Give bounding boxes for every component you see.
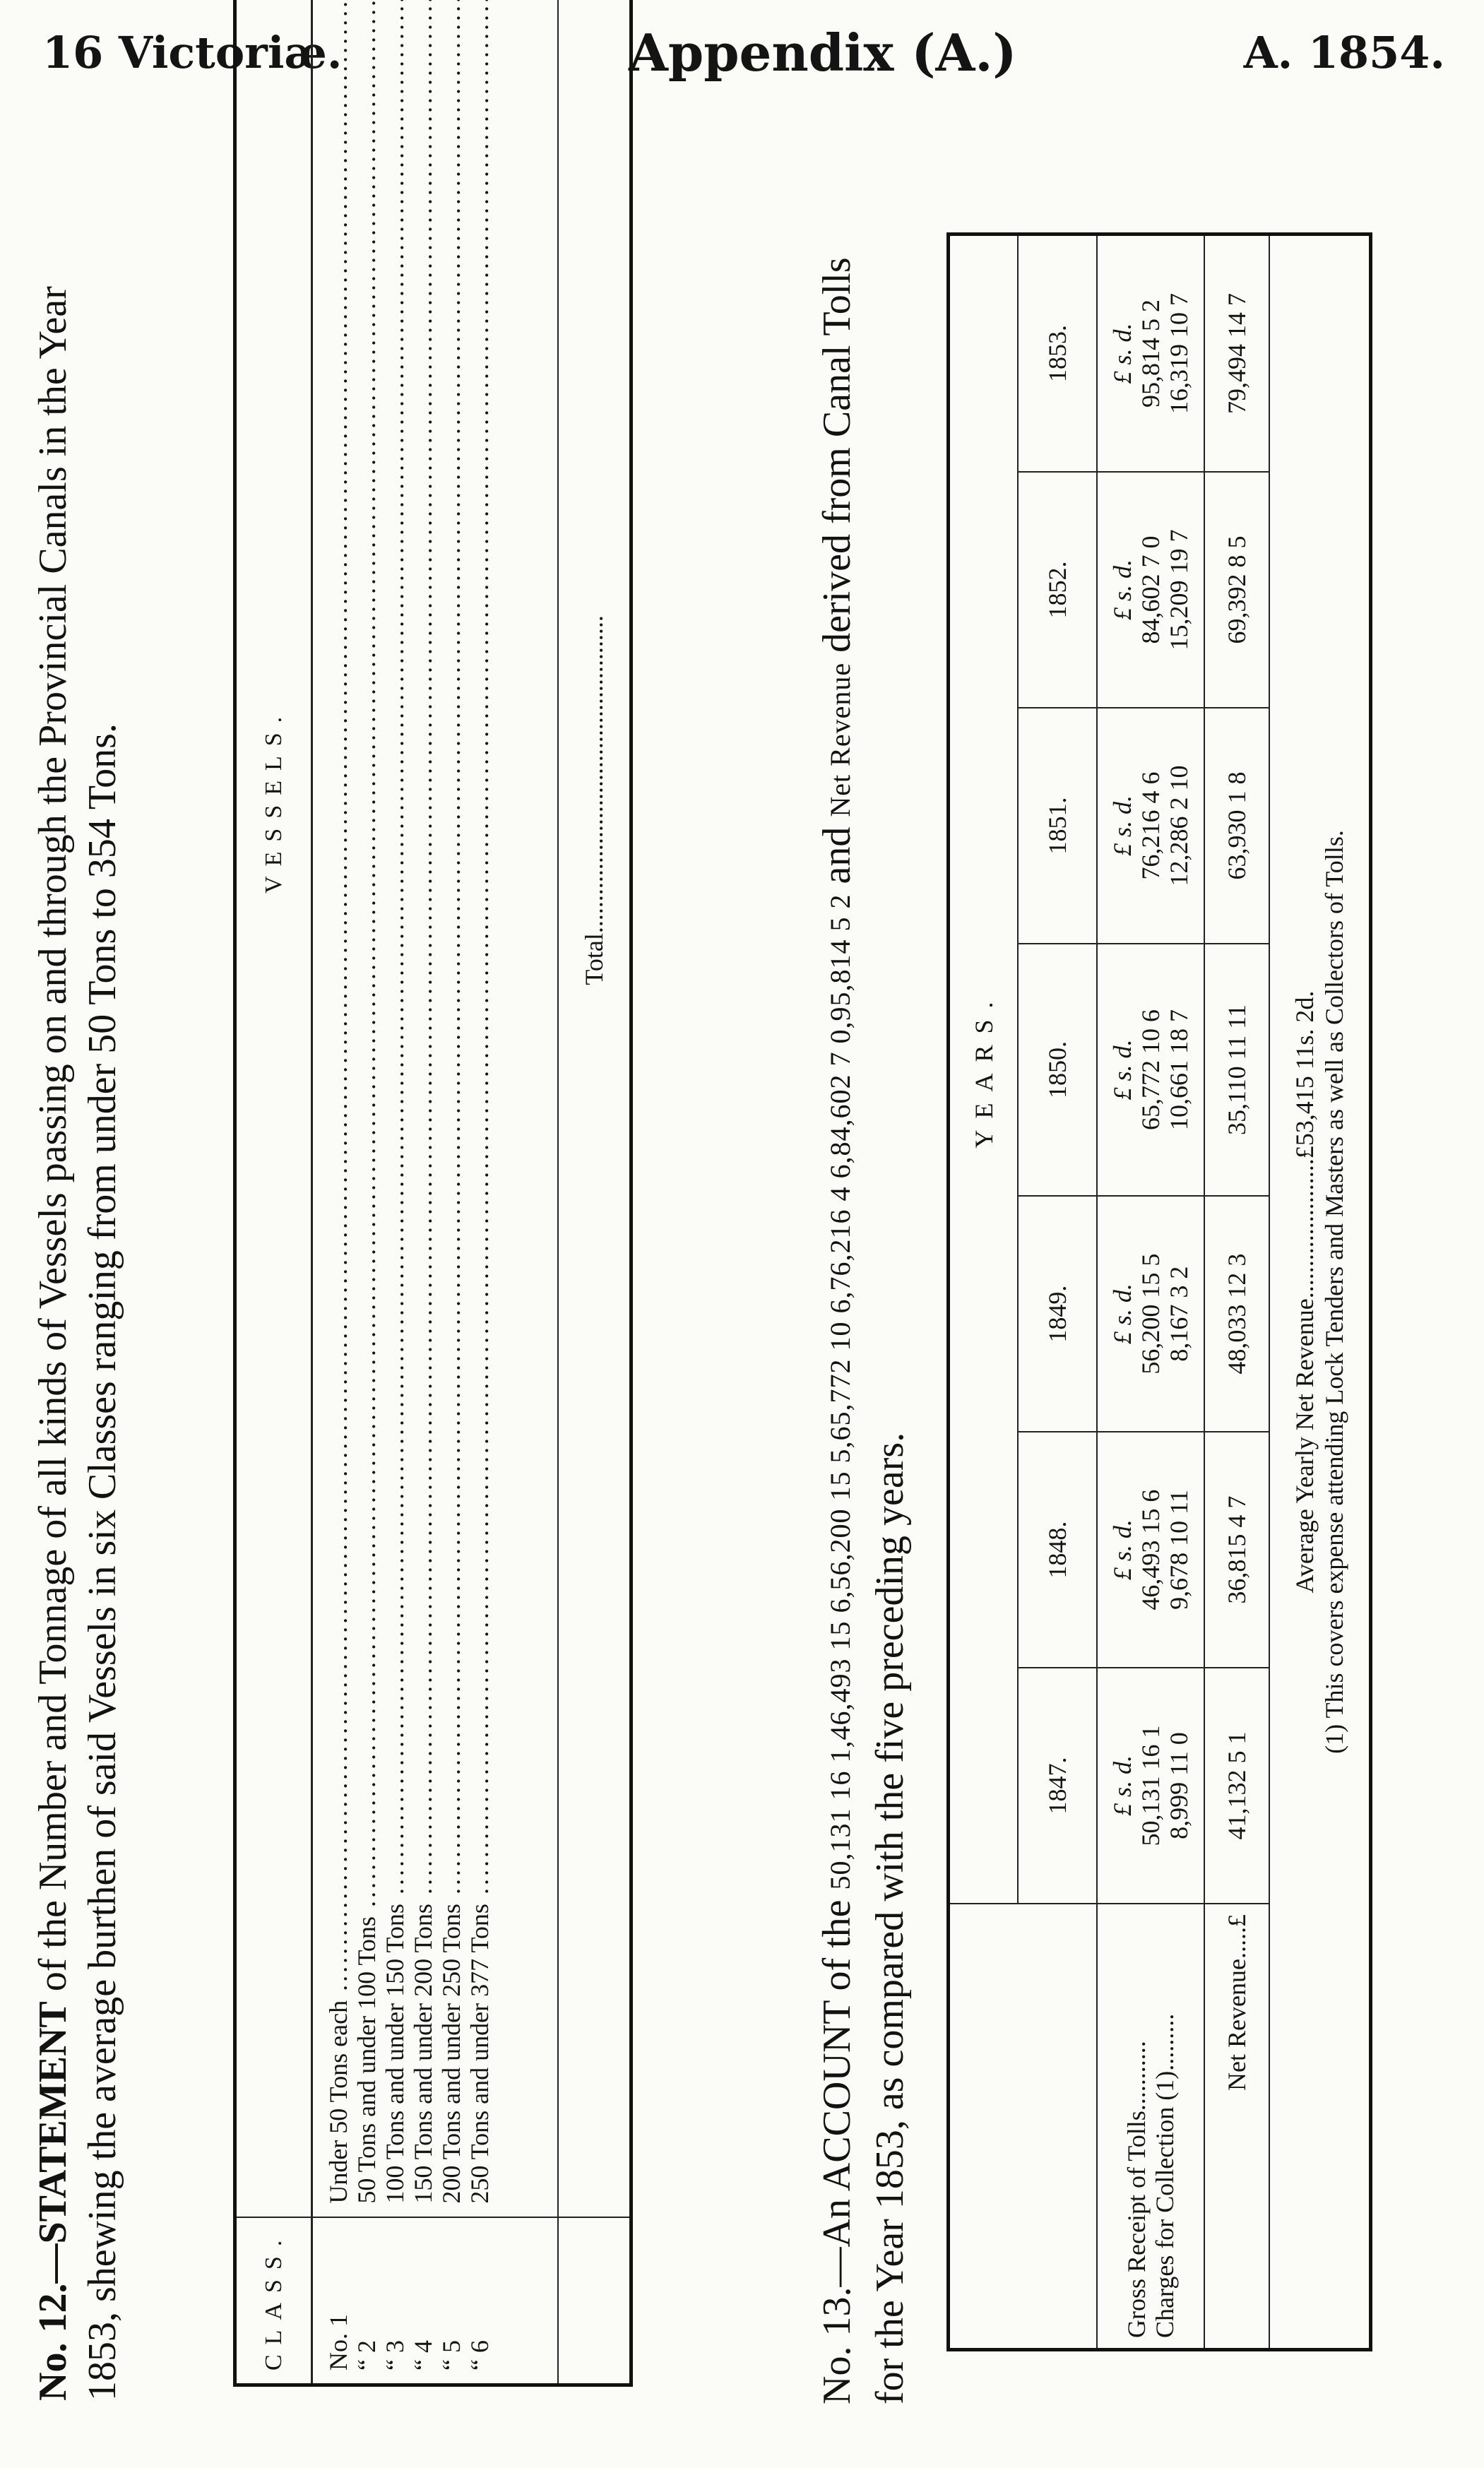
year-header: 1849. — [1018, 1196, 1097, 1432]
year-values-1847 — [1097, 1668, 1204, 1904]
year-values-1851 — [1097, 708, 1204, 944]
class-cell: “ 5 — [437, 2340, 465, 2371]
currency-header: £ s. d. — [1108, 1519, 1136, 1581]
net-value: 63,930 1 8 — [1204, 708, 1269, 944]
total-row — [558, 0, 631, 2385]
statement-12-lead: No. 12.—STATEMENT — [31, 2001, 75, 2401]
tolls-account-table — [946, 232, 1372, 2351]
table-header-row — [235, 0, 312, 2385]
vessel-cell: 100 Tons and under 150 Tons — [381, 1904, 409, 2204]
vessel-cell: 150 Tons and under 200 Tons — [409, 1904, 437, 2204]
account-13-title-text: of the — [815, 1889, 859, 2001]
vessel-cell: 250 Tons and under 377 Tons — [465, 1904, 494, 2204]
net-value: 69,392 8 5 — [1204, 472, 1269, 708]
gross-value: 84,602 7 0 — [1136, 535, 1165, 644]
year-header: 1852. — [1018, 472, 1097, 708]
col-vessels-header: VESSELS. — [235, 0, 312, 2217]
leader-dots: ........... — [1122, 2041, 1151, 2111]
receipts-row — [1097, 235, 1204, 2350]
statement-12-title — [28, 239, 127, 2401]
currency-header: £ s. d. — [1108, 1283, 1136, 1345]
gross-receipt-label: Gross Receipt of Tolls — [1122, 2111, 1151, 2338]
net-value: 36,815 4 7 — [1204, 1432, 1269, 1668]
average-net-revenue: Average Yearly Net Revenue......................£53,415 11s. 2d. — [1290, 990, 1319, 1594]
total-empty-cell — [558, 2217, 631, 2385]
charges-value: 15,209 19 7 — [1165, 529, 1193, 651]
charges-value: 9,678 10 11 — [1165, 1490, 1193, 1610]
year-values-1848 — [1097, 1432, 1204, 1668]
gross-value: 46,493 15 6 — [1136, 1489, 1165, 1610]
year-header: 1850. — [1018, 944, 1097, 1196]
net-value: 41,132 5 1 — [1204, 1668, 1269, 1904]
footnote: (1) This covers expense attending Lock Tenders and Masters as well as Collectors of Tolls. — [1320, 830, 1348, 1754]
gross-value: 65,772 10 6 — [1136, 1009, 1165, 1131]
class-cell: “ 4 — [409, 2340, 437, 2371]
gross-value: 56,200 15 5 — [1136, 1253, 1165, 1375]
leader-dots — [352, 0, 381, 1916]
currency-header: £ s. d. — [1108, 1039, 1136, 1100]
account-13-lead: No. 13.—An ACCOUNT — [815, 2000, 859, 2404]
year-header: 1848. — [1018, 1432, 1097, 1668]
currency-header: £ s. d. — [1108, 795, 1136, 856]
running-head-center: Appendix (A.) — [629, 23, 1017, 83]
charges-label: Charges for Collection (1) — [1151, 2070, 1179, 2338]
net-value: 48,033 12 3 — [1204, 1196, 1269, 1432]
currency-header: £ s. d. — [1108, 323, 1136, 384]
leader-dots — [465, 0, 494, 1904]
net-revenue-words: Net Revenue — [824, 662, 856, 817]
label-header-cell — [949, 1904, 1098, 2350]
running-head-right: A. 1854. — [1243, 27, 1445, 78]
leader-dots — [324, 0, 352, 2000]
charges-value: 8,999 11 0 — [1165, 1732, 1193, 1839]
year-values-1849 — [1097, 1196, 1204, 1432]
footer-cell — [1269, 235, 1371, 2350]
leader-dots — [409, 0, 437, 1904]
net-value: 79,494 14 7 — [1204, 235, 1269, 473]
vessel-cell: 50 Tons and under 100 Tons — [352, 1916, 381, 2204]
leader-dots — [381, 0, 409, 1904]
leader-dots — [437, 0, 465, 1904]
vessel-cell: Under 50 Tons each — [324, 2000, 352, 2204]
statement-12-title-text: of the Number and Tonnage of all kinds of Vessels passing on and through the Provincial Canals in the Year 1853, shewing the average burthen of said Vessels in six Classes ranging from under 50 Tons to 354 Tons. — [31, 286, 124, 2401]
leader-dots: .................................................. — [580, 615, 608, 934]
total-label-cell — [558, 0, 631, 2217]
gross-value: 76,216 4 6 — [1136, 771, 1165, 880]
running-head-left: 16 Victoriæ. — [42, 27, 343, 78]
charges-value: 10,661 18 7 — [1165, 1009, 1193, 1131]
class-cell: No. 1 — [324, 2314, 352, 2371]
class-cell: “ 3 — [381, 2340, 409, 2371]
year-values-1853 — [1097, 235, 1204, 473]
account-13-title-text: and — [815, 817, 859, 894]
year-values-1850 — [1097, 944, 1204, 1196]
vessel-cell: 200 Tons and under 250 Tons — [437, 1904, 465, 2204]
gross-word: 50,131 16 1,46,493 15 6,56,200 15 5,65,772 10 6,76,216 4 6,84,602 7 0,95,814 5 2 — [824, 894, 856, 1890]
rotated-page-body — [0, 137, 1484, 2468]
gross-value: 95,814 5 2 — [1136, 299, 1165, 408]
vessel-list — [312, 0, 559, 2217]
col-class-header: CLASS. — [235, 2217, 312, 2385]
table-body-row — [312, 0, 559, 2385]
year-header: 1853. — [1018, 235, 1097, 473]
class-cell: “ 2 — [352, 2340, 381, 2371]
year-header: 1847. — [1018, 1668, 1097, 1904]
class-cell: “ 6 — [465, 2340, 494, 2371]
years-heading: YEARS. — [949, 235, 1019, 1904]
net-revenue-row — [1204, 235, 1269, 2350]
currency-header: £ s. d. — [1108, 559, 1136, 620]
footer-row — [1269, 235, 1371, 2350]
row-labels-cell — [1097, 1904, 1204, 2350]
leader-dots: ......... — [1151, 2013, 1179, 2071]
class-list — [312, 2217, 559, 2385]
charges-value: 8,167 3 2 — [1165, 1266, 1193, 1362]
charges-value: 16,319 10 7 — [1165, 293, 1193, 415]
years-heading-row — [949, 235, 1019, 2350]
year-header: 1851. — [1018, 708, 1097, 944]
charges-value: 12,286 2 10 — [1165, 765, 1193, 886]
net-value: 35,110 11 11 — [1204, 944, 1269, 1196]
total-label: Total — [580, 933, 608, 985]
net-revenue-label: Net Revenue.....£ — [1204, 1904, 1269, 2350]
account-13-title-text: derived from Canal Tolls for the Year 1853, as compared with the five preceding years. — [815, 257, 912, 2404]
gross-value: 50,131 16 1 — [1136, 1725, 1165, 1846]
account-13-title — [812, 229, 915, 2404]
currency-header: £ s. d. — [1108, 1755, 1136, 1817]
year-values-1852 — [1097, 472, 1204, 708]
vessel-statement-table — [233, 0, 633, 2387]
